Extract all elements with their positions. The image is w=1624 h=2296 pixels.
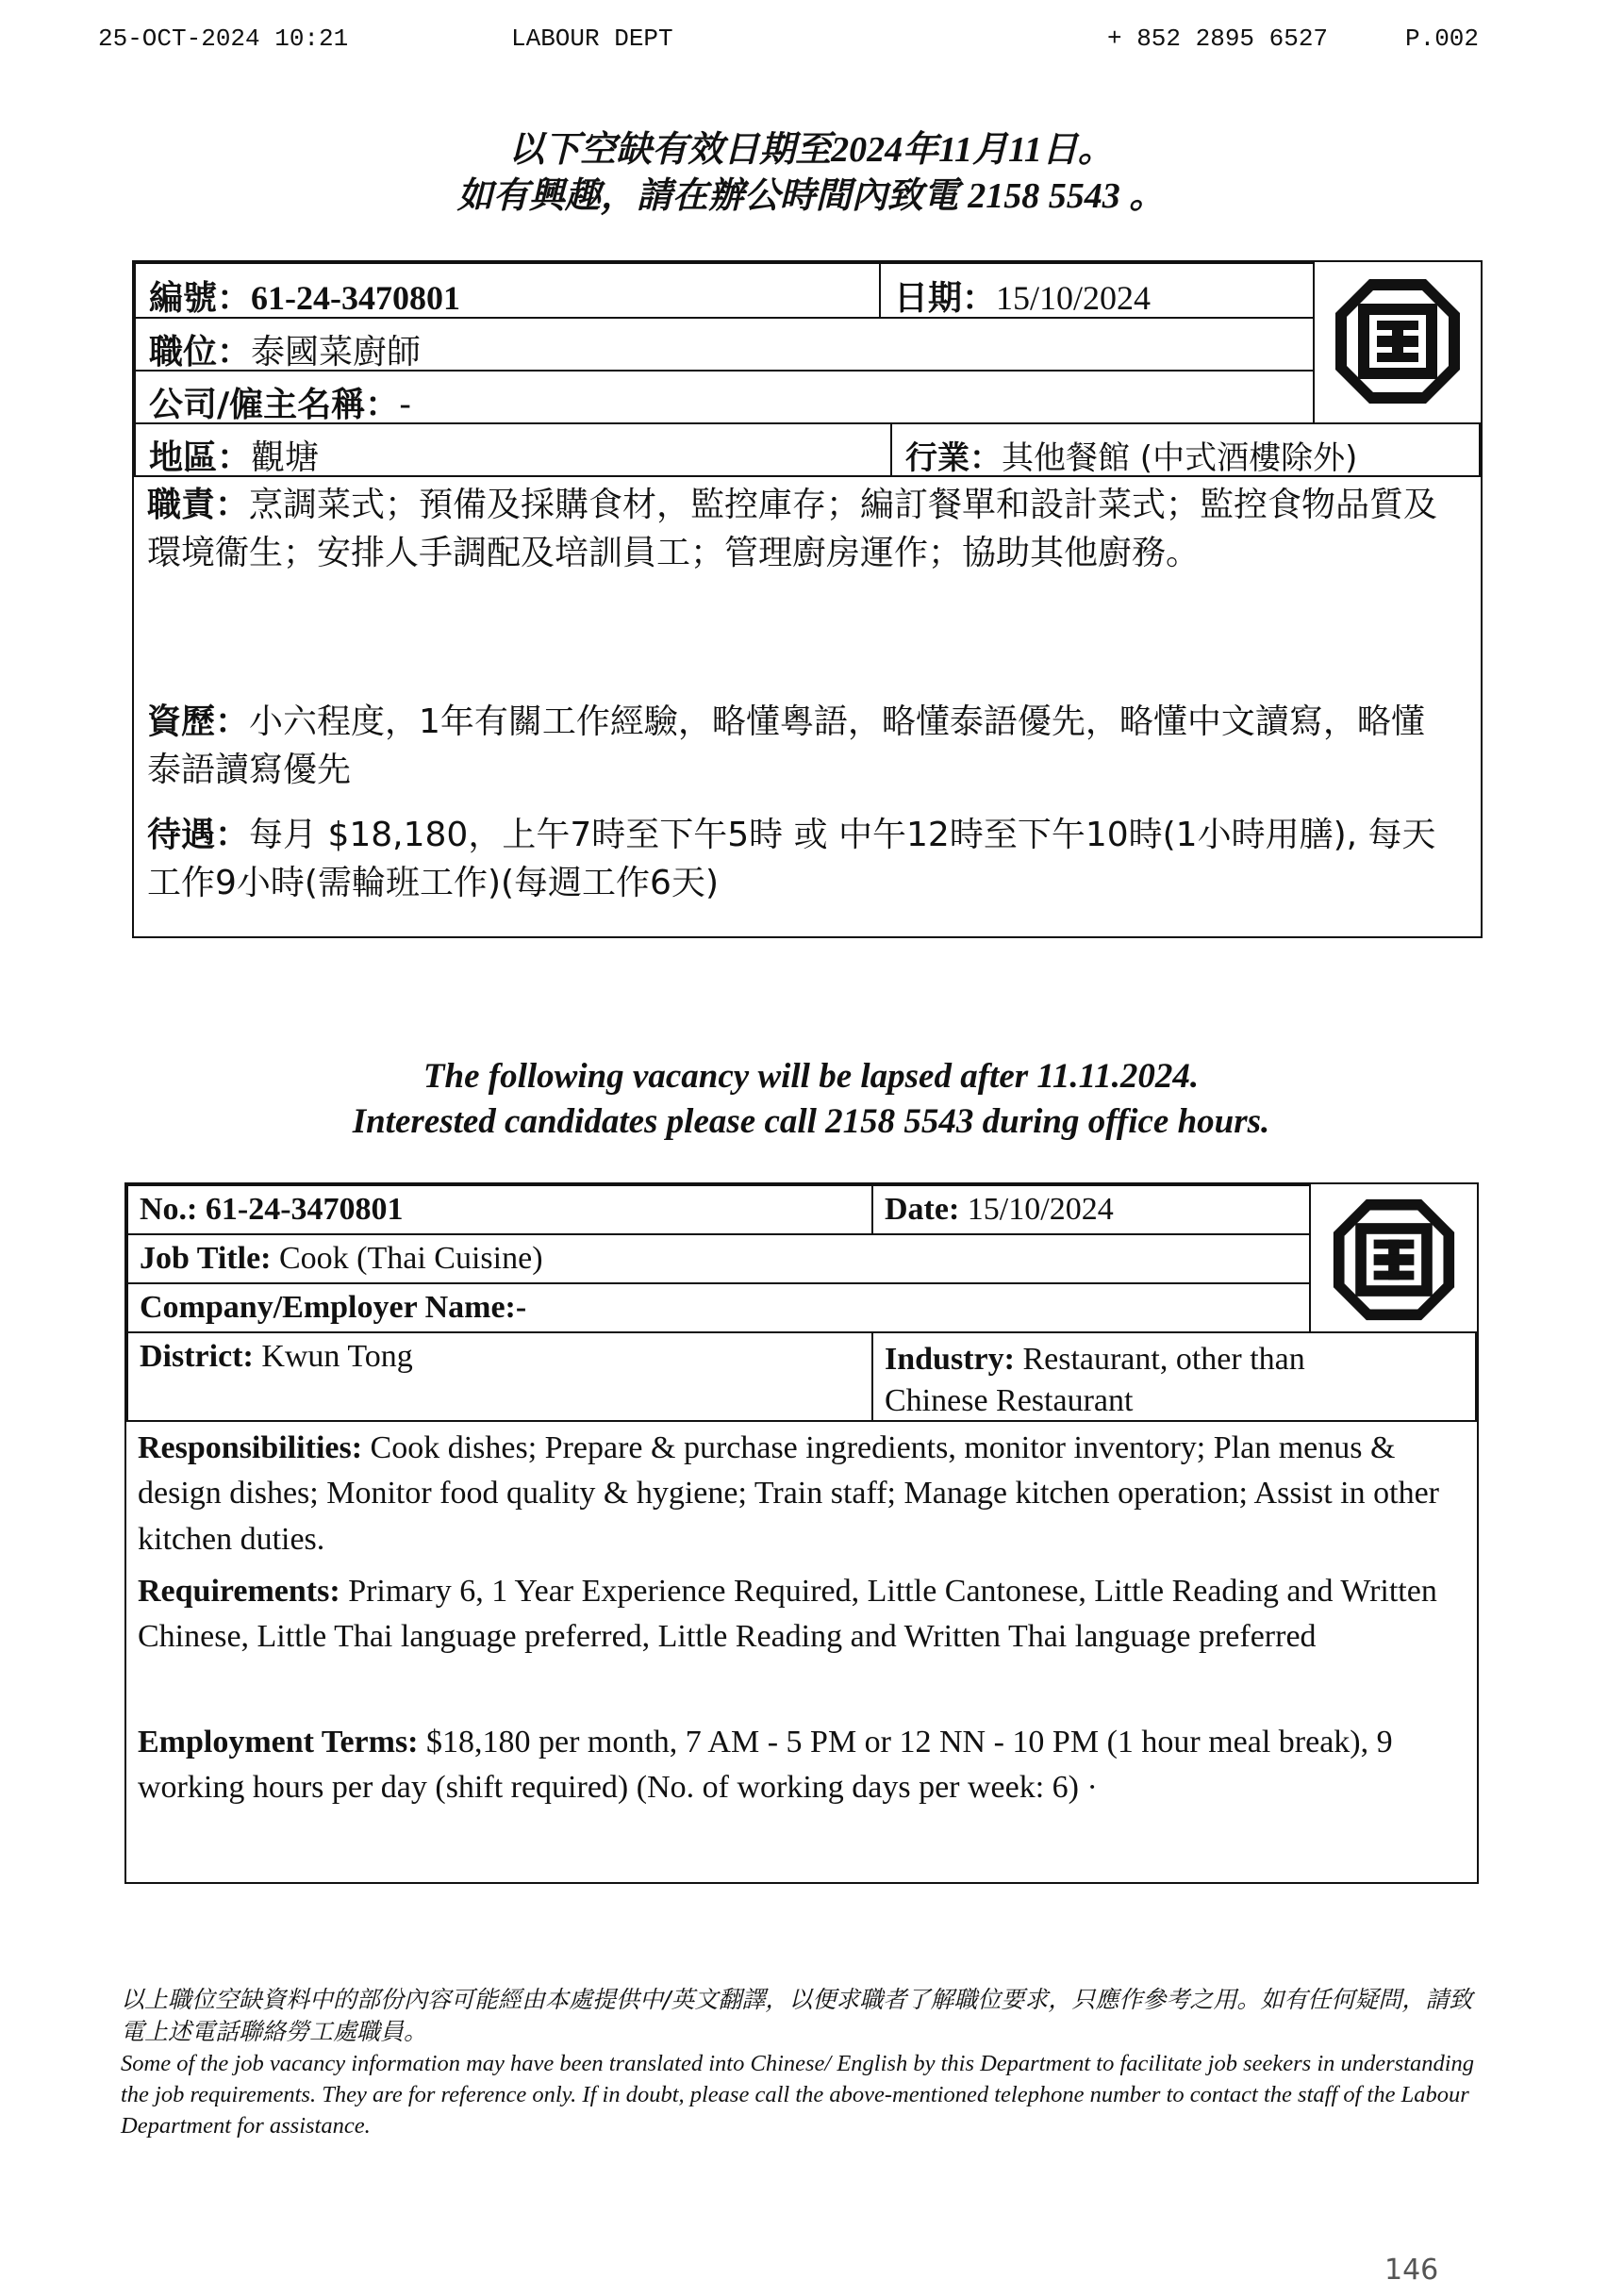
en-industry-label: Industry: — [885, 1342, 1015, 1377]
zh-qualifications — [147, 698, 1458, 794]
en-requirements — [138, 1569, 1458, 1660]
zh-number-value: 61-24-3470801 — [251, 279, 460, 317]
en-number-label: No.: — [140, 1192, 198, 1227]
zh-terms-label: 待遇： — [147, 816, 250, 854]
zh-duties-label: 職責： — [147, 486, 250, 524]
en-resp-label: Responsibilities: — [138, 1430, 363, 1465]
zh-industry-cell — [890, 422, 1481, 477]
en-company-cell — [126, 1282, 1311, 1333]
labour-department-logo-icon — [1332, 275, 1464, 407]
en-number-cell — [126, 1184, 873, 1235]
english-notice-line2: Interested candidates please call 2158 5543 during office hours. — [352, 1102, 1270, 1142]
en-industry-cell — [871, 1331, 1477, 1422]
zh-duties — [147, 481, 1458, 577]
fax-phone: + 852 2895 6527 — [1107, 25, 1329, 53]
zh-district-cell — [134, 422, 892, 477]
zh-industry-value: 其他餐館 (中式酒樓除外) — [1002, 439, 1358, 477]
zh-qual-label: 資歷： — [147, 702, 250, 741]
fax-page: P.002 — [1405, 25, 1480, 53]
en-district-cell — [126, 1331, 873, 1422]
chinese-vacancy-card — [132, 260, 1483, 938]
disclaimer — [121, 1984, 1488, 2141]
zh-date-label: 日期： — [894, 279, 997, 318]
en-employment-terms — [138, 1720, 1458, 1811]
zh-title-cell — [134, 317, 1315, 372]
zh-company-label: 公司/僱主名稱： — [149, 386, 400, 424]
en-district-label: District: — [140, 1339, 254, 1374]
zh-district-label: 地區： — [149, 438, 252, 477]
zh-terms-value: 每月 $18,180，上午7時至下午5時 或 中午12時至下午10時(1小時用膳), 每天工作9小時(需輪班工作)(每週工作6天) — [147, 816, 1436, 903]
en-responsibilities — [138, 1426, 1458, 1562]
zh-industry-label: 行業： — [905, 439, 1002, 477]
fax-date-time: 25-OCT-2024 10:21 — [98, 25, 349, 53]
chinese-notice-line1: 以下空缺有效日期至2024年11月11日。 — [508, 130, 1114, 170]
en-company-label: Company/Employer Name:- — [140, 1290, 527, 1325]
fax-header — [98, 25, 1484, 57]
en-date-value: 15/10/2024 — [959, 1192, 1114, 1227]
en-district-value: Kwun Tong — [253, 1339, 413, 1374]
english-vacancy-card — [124, 1182, 1479, 1884]
zh-date-value: 15/10/2024 — [996, 279, 1152, 317]
zh-qual-value: 小六程度，1年有關工作經驗，略懂粵語，略懂泰語優先，略懂中文讀寫，略懂泰語讀寫優先 — [147, 702, 1425, 790]
zh-date-cell — [879, 262, 1315, 319]
disclaimer-chinese: 以上職位空缺資料中的部份內容可能經由本處提供中/英文翻譯，以便求職者了解職位要求，只應作參考之用。如有任何疑問，請致電上述電話聯絡勞工處職員。 — [121, 1986, 1473, 2045]
page-mark: 146 — [1384, 2254, 1439, 2287]
zh-terms — [147, 811, 1458, 907]
zh-title-value: 泰國菜廚師 — [251, 333, 422, 372]
chinese-notice-line2: 如有興趣，請在辦公時間內致電 2158 5543 。 — [456, 176, 1166, 217]
en-terms-label: Employment Terms: — [138, 1725, 419, 1759]
en-title-value: Cook (Thai Cuisine) — [271, 1241, 543, 1276]
english-notice-line1: The following vacancy will be lapsed after 11.11.2024. — [423, 1057, 1200, 1096]
en-industry-value: Restaurant, other than Chinese Restaurant — [885, 1342, 1305, 1419]
en-number-value: 61-24-3470801 — [197, 1192, 404, 1227]
en-req-value: Primary 6, 1 Year Experience Required, Little Cantonese, Little Reading and Written Chinese, Little Thai language preferred, Little Reading and Written Thai language preferred — [138, 1574, 1437, 1655]
zh-number-label: 編號： — [149, 279, 252, 318]
en-title-label: Job Title: — [140, 1241, 272, 1276]
labour-department-logo-icon-en — [1330, 1196, 1458, 1324]
english-notice — [283, 1054, 1339, 1145]
en-title-cell — [126, 1233, 1311, 1284]
zh-company-cell — [134, 370, 1315, 424]
en-resp-value: Cook dishes; Prepare & purchase ingredients, monitor inventory; Plan menus & design dishes; Monitor food quality & hygiene; Train staff; Manage kitchen operation; Assist in other kitchen duties. — [138, 1430, 1439, 1557]
en-date-label: Date: — [885, 1192, 960, 1227]
chinese-notice — [283, 127, 1339, 221]
zh-district-value: 觀塘 — [251, 438, 320, 477]
en-terms-value: $18,180 per month, 7 AM - 5 PM or 12 NN - 10 PM (1 hour meal break), 9 working hours per day (shift required) (No. of working days per week: 6) · — [138, 1725, 1393, 1806]
zh-number-cell — [134, 262, 881, 319]
en-req-label: Requirements: — [138, 1574, 340, 1609]
disclaimer-english: Some of the job vacancy information may have been translated into Chinese/ English by this Department to facilitate job seekers in understanding the job requirements. They are for reference only. If in doubt, please call the above-mentioned telephone number to contact the staff of the Labour Department for assistance. — [121, 2050, 1475, 2139]
fax-sender: LABOUR DEPT — [511, 25, 673, 53]
zh-duties-value: 烹調菜式；預備及採購食材，監控庫存；編訂餐單和設計菜式；監控食物品質及環境衞生；安排人手調配及培訓員工；管理廚房運作；協助其他廚務。 — [147, 486, 1438, 573]
zh-title-label: 職位： — [149, 333, 252, 372]
en-date-cell — [871, 1184, 1311, 1235]
zh-company-value: - — [399, 386, 412, 424]
